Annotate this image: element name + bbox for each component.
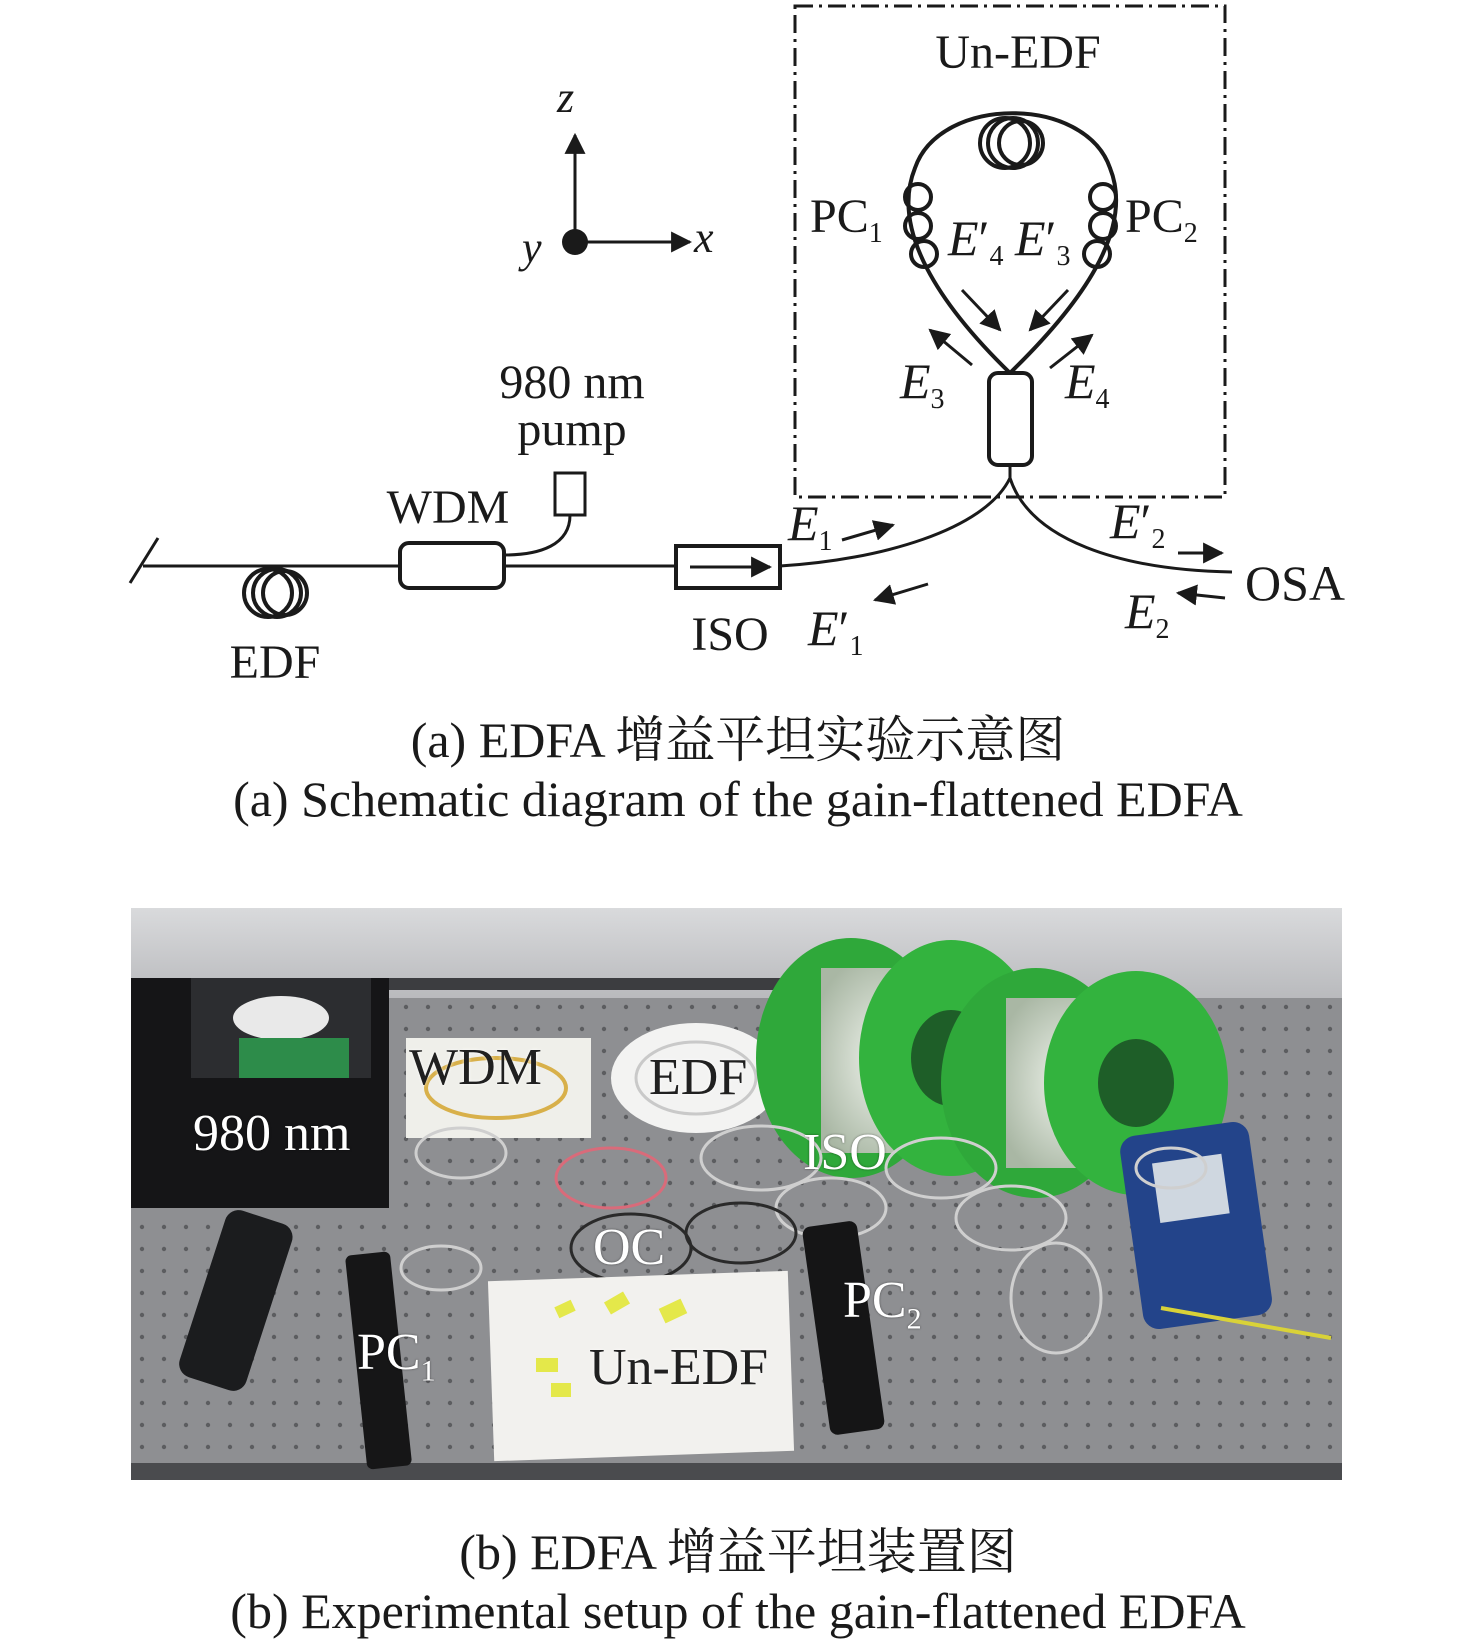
wdm-label: WDM — [386, 481, 510, 534]
axis-y-label: y — [522, 223, 542, 272]
pump-fiber — [504, 515, 570, 555]
field-e4-prime-label: $E'_4$ — [948, 210, 1004, 272]
pump-laser — [555, 473, 585, 515]
arrow-e3 — [930, 330, 972, 365]
photo-label-pc2: $PC_2$ — [843, 1272, 922, 1336]
photo-label-iso: ISO — [803, 1124, 887, 1181]
caption-a-chinese: (a) EDFA 增益平坦实验示意图 — [410, 712, 1066, 768]
arrow-e1-prime — [875, 584, 928, 600]
pc1-label: $PC_1$ — [810, 190, 883, 249]
field-e4-label: $E_4$ — [1065, 353, 1110, 415]
caption-b-chinese: (b) EDFA 增益平坦装置图 — [459, 1524, 1017, 1580]
field-e3-prime-label: $E'_3$ — [1015, 210, 1071, 272]
loop-box-label: Un-EDF — [935, 26, 1101, 79]
setup-photo — [131, 908, 1342, 1480]
edf-spool-icon — [244, 569, 307, 617]
photo-label-edf: EDF — [649, 1049, 748, 1106]
arrow-e2 — [1178, 593, 1225, 598]
un-edf-spool-icon — [980, 118, 1043, 168]
wdm-block — [400, 543, 504, 588]
loop-coupler — [989, 373, 1032, 465]
field-e3-label: $E_3$ — [900, 353, 945, 415]
arrow-e1 — [842, 525, 893, 540]
axis-z-label: z — [557, 73, 575, 122]
iso-label: ISO — [691, 608, 769, 661]
pump-label-line2: pump — [517, 403, 627, 456]
field-e1-label: $E_1$ — [788, 495, 833, 557]
arrow-e4-prime — [962, 290, 1000, 330]
photo-label-un-edf: Un-EDF — [589, 1339, 769, 1396]
photo-label-wdm: WDM — [409, 1039, 542, 1096]
caption-b-english: (b) Experimental setup of the gain-flattened EDFA — [230, 1583, 1246, 1639]
pc2-label: $PC_2$ — [1125, 190, 1198, 249]
fiber-terminator — [130, 538, 158, 583]
field-e2-label: $E_2$ — [1125, 583, 1170, 645]
coordinate-axes — [518, 73, 714, 272]
photo-label-oc: OC — [593, 1219, 666, 1276]
field-e2-prime-label: $E'_2$ — [1110, 493, 1166, 555]
caption-a-english: (a) Schematic diagram of the gain-flattened EDFA — [233, 771, 1243, 827]
arrow-e3-prime — [1030, 290, 1068, 330]
axis-x-label: x — [694, 213, 714, 262]
photo-label-980nm: 980 nm — [193, 1105, 351, 1162]
schematic-diagram — [0, 0, 1476, 700]
osa-label: OSA — [1245, 555, 1346, 611]
pump-label-line1: 980 nm — [499, 356, 645, 409]
field-e1-prime-label: $E'_1$ — [808, 600, 864, 662]
sagnac-loop-fiber — [908, 113, 1116, 373]
photo-label-pc1: $PC_1$ — [357, 1324, 436, 1388]
edf-label: EDF — [229, 636, 321, 689]
